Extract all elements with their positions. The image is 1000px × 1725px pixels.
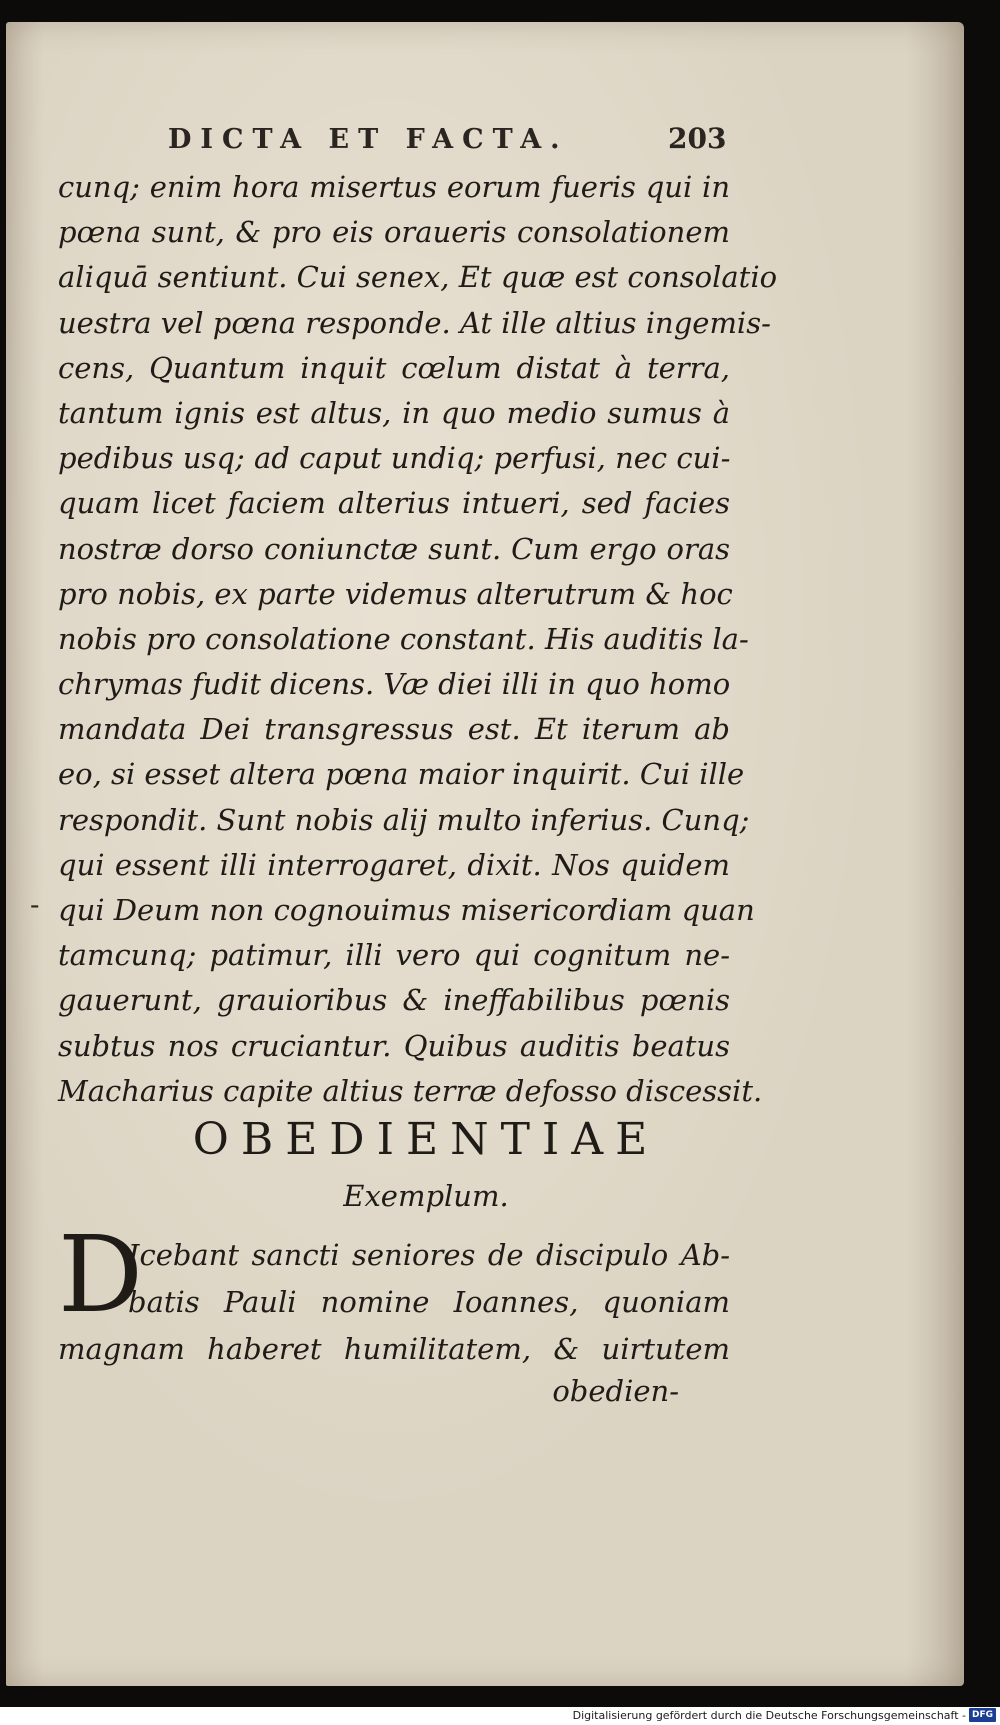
text-line: qui essent illi interrogaret, dixit. Nos quidem bbox=[58, 847, 730, 882]
text-line: eo, si esset altera pœna maior inquirit. Cui ille bbox=[58, 757, 745, 792]
text-line: Macharius capite altius terræ defosso discessit. bbox=[58, 1073, 763, 1108]
text-line: pedibus usq; ad caput undiq; perfusi, nec cui- bbox=[58, 441, 731, 476]
text-line: quam licet faciem alterius intueri, sed facies bbox=[58, 486, 730, 521]
section-title: OBEDIENTIAE bbox=[192, 1114, 660, 1165]
text-line: uestra vel pœna responde. At ille altius ingemis- bbox=[58, 305, 771, 340]
text-line: cunq; enim hora misertus eorum fueris qui in bbox=[58, 170, 730, 204]
margin-mark: - bbox=[30, 888, 40, 921]
text-line: pro nobis, ex parte videmus alterutrum & hoc bbox=[58, 576, 733, 611]
digitization-credit bbox=[573, 1708, 996, 1722]
text-line: subtus nos cruciantur. Quibus auditis beatus bbox=[58, 1028, 730, 1063]
text-line: tamcunq; patimur, illi vero qui cognitum ne- bbox=[58, 938, 730, 973]
text-line: chrymas fudit dicens. Væ diei illi in quo homo bbox=[58, 667, 731, 702]
text-line: tantum ignis est altus, in quo medio sumus à bbox=[58, 395, 730, 430]
text-line: magnam haberet humilitatem, & uirtutem bbox=[58, 1332, 730, 1366]
catchword: obedien- bbox=[552, 1374, 679, 1408]
page-number: 203 bbox=[668, 122, 727, 155]
text-line: nostræ dorso coniunctæ sunt. Cum ergo oras bbox=[58, 531, 730, 566]
book-page bbox=[6, 22, 964, 1686]
body-text bbox=[58, 165, 778, 1114]
text-line: nobis pro consolatione constant. His auditis la- bbox=[58, 621, 749, 656]
text-line: batis Pauli nomine Ioannes, quoniam bbox=[128, 1285, 730, 1319]
text-line: Icebant sancti seniores de discipulo Ab- bbox=[128, 1238, 730, 1272]
paragraph-obedientiae bbox=[58, 1232, 730, 1373]
text-line: qui Deum non cognouimus misericordiam quan bbox=[58, 893, 755, 927]
text-line: aliquā sentiunt. Cui senex, Et quæ est consolatio bbox=[58, 260, 778, 295]
text-line: respondit. Sunt nobis alij multo inferius. Cunq; bbox=[58, 802, 750, 837]
credit-text: Digitalisierung gefördert durch die Deutsche Forschungsgemeinschaft - bbox=[572, 1708, 966, 1722]
section-subtitle: Exemplum. bbox=[343, 1179, 509, 1213]
dfg-logo-icon: DFG bbox=[969, 1708, 996, 1722]
text-line: pœna sunt, & pro eis oraueris consolationem bbox=[58, 215, 730, 250]
text-line: cens, Quantum inquit cœlum distat à terra, bbox=[58, 350, 730, 385]
text-line: mandata Dei transgressus est. Et iterum ab bbox=[58, 712, 730, 747]
text-line: gauerunt, grauioribus & ineffabilibus pœnis bbox=[58, 983, 730, 1018]
drop-capital: D bbox=[58, 1213, 143, 1336]
running-head: DICTA ET FACTA. bbox=[168, 124, 569, 155]
